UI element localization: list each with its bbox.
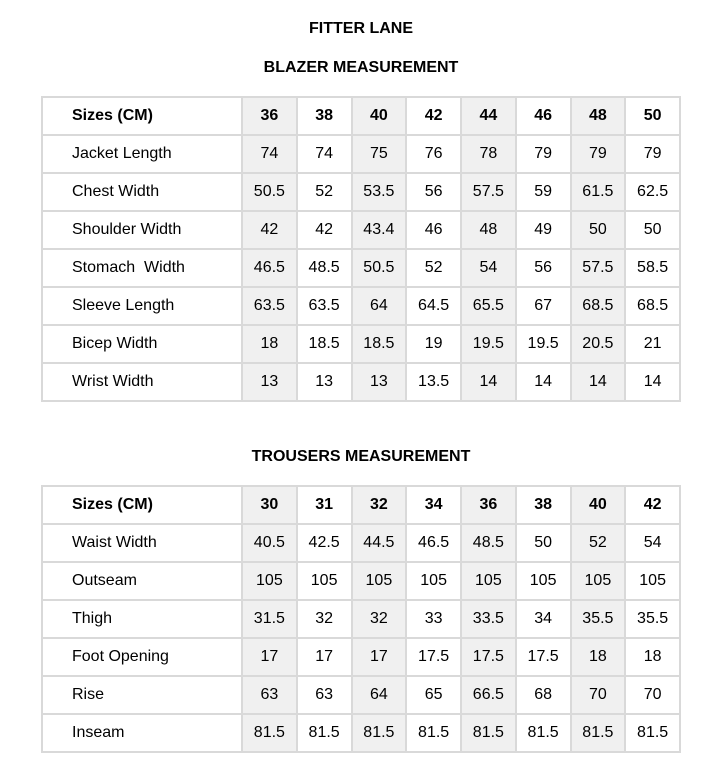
measurement-cell: 18 bbox=[242, 325, 297, 363]
measurement-cell: 35.5 bbox=[571, 600, 626, 638]
measurement-cell: 105 bbox=[461, 562, 516, 600]
measurement-cell: 50.5 bbox=[352, 249, 407, 287]
measurement-row bbox=[42, 287, 680, 325]
measurement-cell: 54 bbox=[461, 249, 516, 287]
measurement-cell: 70 bbox=[571, 676, 626, 714]
size-header-cell: 38 bbox=[516, 486, 571, 524]
measurement-cell: 49 bbox=[516, 211, 571, 249]
measurement-cell: 50 bbox=[625, 211, 680, 249]
measurement-cell: 17.5 bbox=[406, 638, 461, 676]
measurement-cell: 52 bbox=[571, 524, 626, 562]
measurement-row bbox=[42, 638, 680, 676]
row-label-cell: Inseam bbox=[42, 714, 242, 752]
measurement-cell: 42.5 bbox=[297, 524, 352, 562]
measurement-cell: 64.5 bbox=[406, 287, 461, 325]
row-label-cell: Thigh bbox=[42, 600, 242, 638]
measurement-row bbox=[42, 676, 680, 714]
row-label-cell: Bicep Width bbox=[42, 325, 242, 363]
measurement-cell: 19 bbox=[406, 325, 461, 363]
measurement-cell: 50 bbox=[571, 211, 626, 249]
measurement-cell: 59 bbox=[516, 173, 571, 211]
measurement-cell: 65 bbox=[406, 676, 461, 714]
measurement-cell: 78 bbox=[461, 135, 516, 173]
trousers-measurement-table bbox=[41, 485, 681, 753]
measurement-cell: 13 bbox=[297, 363, 352, 401]
measurement-cell: 43.4 bbox=[352, 211, 407, 249]
measurement-cell: 105 bbox=[516, 562, 571, 600]
size-header-cell: 34 bbox=[406, 486, 461, 524]
measurement-cell: 33.5 bbox=[461, 600, 516, 638]
measurement-cell: 76 bbox=[406, 135, 461, 173]
measurement-cell: 75 bbox=[352, 135, 407, 173]
row-label-cell: Wrist Width bbox=[42, 363, 242, 401]
size-header-cell: 42 bbox=[406, 97, 461, 135]
size-header-cell: 30 bbox=[242, 486, 297, 524]
measurement-cell: 79 bbox=[625, 135, 680, 173]
size-header-cell: 50 bbox=[625, 97, 680, 135]
size-header-cell: 48 bbox=[571, 97, 626, 135]
measurement-cell: 46 bbox=[406, 211, 461, 249]
measurement-cell: 57.5 bbox=[461, 173, 516, 211]
measurement-cell: 105 bbox=[406, 562, 461, 600]
measurement-cell: 14 bbox=[516, 363, 571, 401]
measurement-cell: 74 bbox=[297, 135, 352, 173]
measurement-cell: 68.5 bbox=[625, 287, 680, 325]
measurement-cell: 56 bbox=[516, 249, 571, 287]
row-label-cell: Shoulder Width bbox=[42, 211, 242, 249]
measurement-cell: 63.5 bbox=[242, 287, 297, 325]
row-label-cell: Outseam bbox=[42, 562, 242, 600]
measurement-cell: 42 bbox=[242, 211, 297, 249]
size-header-cell: 40 bbox=[352, 97, 407, 135]
trousers-table-title: TROUSERS MEASUREMENT bbox=[251, 448, 471, 465]
measurement-cell: 53.5 bbox=[352, 173, 407, 211]
measurement-cell: 105 bbox=[352, 562, 407, 600]
measurement-cell: 74 bbox=[242, 135, 297, 173]
measurement-cell: 13 bbox=[242, 363, 297, 401]
measurement-cell: 48 bbox=[461, 211, 516, 249]
measurement-cell: 32 bbox=[352, 600, 407, 638]
measurement-cell: 63 bbox=[297, 676, 352, 714]
measurement-cell: 56 bbox=[406, 173, 461, 211]
measurement-cell: 52 bbox=[406, 249, 461, 287]
measurement-cell: 46.5 bbox=[242, 249, 297, 287]
measurement-cell: 81.5 bbox=[516, 714, 571, 752]
measurement-cell: 81.5 bbox=[297, 714, 352, 752]
row-label-cell: Jacket Length bbox=[42, 135, 242, 173]
size-header-cell: 32 bbox=[352, 486, 407, 524]
measurement-cell: 64 bbox=[352, 287, 407, 325]
measurement-cell: 68 bbox=[516, 676, 571, 714]
page-title: FITTER LANE bbox=[309, 20, 413, 37]
measurement-row bbox=[42, 363, 680, 401]
measurement-cell: 34 bbox=[516, 600, 571, 638]
trousers-section bbox=[0, 447, 722, 753]
measurement-cell: 81.5 bbox=[352, 714, 407, 752]
measurement-cell: 66.5 bbox=[461, 676, 516, 714]
size-header-cell: 36 bbox=[461, 486, 516, 524]
measurement-cell: 63.5 bbox=[297, 287, 352, 325]
measurement-cell: 79 bbox=[571, 135, 626, 173]
measurement-cell: 50.5 bbox=[242, 173, 297, 211]
measurement-cell: 14 bbox=[461, 363, 516, 401]
blazer-table-title: BLAZER MEASUREMENT bbox=[263, 59, 459, 76]
blazer-measurement-table bbox=[41, 96, 681, 402]
measurement-row bbox=[42, 211, 680, 249]
measurement-cell: 63 bbox=[242, 676, 297, 714]
measurement-row bbox=[42, 600, 680, 638]
size-header-row bbox=[42, 97, 680, 135]
measurement-row bbox=[42, 714, 680, 752]
measurement-cell: 81.5 bbox=[571, 714, 626, 752]
measurement-cell: 65.5 bbox=[461, 287, 516, 325]
measurement-cell: 79 bbox=[516, 135, 571, 173]
measurement-cell: 81.5 bbox=[625, 714, 680, 752]
row-label-cell: Rise bbox=[42, 676, 242, 714]
measurement-cell: 50 bbox=[516, 524, 571, 562]
measurement-cell: 81.5 bbox=[406, 714, 461, 752]
measurement-cell: 20.5 bbox=[571, 325, 626, 363]
size-header-cell: 46 bbox=[516, 97, 571, 135]
measurement-cell: 44.5 bbox=[352, 524, 407, 562]
size-header-cell: 31 bbox=[297, 486, 352, 524]
measurement-cell: 105 bbox=[297, 562, 352, 600]
measurement-cell: 31.5 bbox=[242, 600, 297, 638]
measurement-cell: 32 bbox=[297, 600, 352, 638]
size-header-cell: 40 bbox=[571, 486, 626, 524]
measurement-cell: 70 bbox=[625, 676, 680, 714]
measurement-cell: 17 bbox=[297, 638, 352, 676]
measurement-cell: 35.5 bbox=[625, 600, 680, 638]
measurement-row bbox=[42, 249, 680, 287]
row-label-cell: Sleeve Length bbox=[42, 287, 242, 325]
measurement-cell: 54 bbox=[625, 524, 680, 562]
blazer-section bbox=[0, 58, 722, 402]
row-label-cell: Stomach Width bbox=[42, 249, 242, 287]
measurement-cell: 14 bbox=[625, 363, 680, 401]
measurement-cell: 64 bbox=[352, 676, 407, 714]
measurement-cell: 18 bbox=[571, 638, 626, 676]
measurement-cell: 105 bbox=[242, 562, 297, 600]
size-header-cell: 42 bbox=[625, 486, 680, 524]
size-header-cell: 36 bbox=[242, 97, 297, 135]
row-label-cell: Chest Width bbox=[42, 173, 242, 211]
size-header-cell: 38 bbox=[297, 97, 352, 135]
measurement-cell: 19.5 bbox=[516, 325, 571, 363]
measurement-row bbox=[42, 173, 680, 211]
measurement-cell: 42 bbox=[297, 211, 352, 249]
measurement-cell: 17.5 bbox=[516, 638, 571, 676]
measurement-cell: 33 bbox=[406, 600, 461, 638]
measurement-cell: 81.5 bbox=[242, 714, 297, 752]
measurement-cell: 17 bbox=[242, 638, 297, 676]
size-header-cell: 44 bbox=[461, 97, 516, 135]
measurement-cell: 46.5 bbox=[406, 524, 461, 562]
measurement-cell: 48.5 bbox=[297, 249, 352, 287]
measurement-cell: 21 bbox=[625, 325, 680, 363]
row-label-cell: Waist Width bbox=[42, 524, 242, 562]
sizes-label-cell: Sizes (CM) bbox=[42, 97, 242, 135]
measurement-cell: 17.5 bbox=[461, 638, 516, 676]
measurement-cell: 14 bbox=[571, 363, 626, 401]
measurement-cell: 105 bbox=[625, 562, 680, 600]
sizes-label-cell: Sizes (CM) bbox=[42, 486, 242, 524]
measurement-cell: 13.5 bbox=[406, 363, 461, 401]
measurement-cell: 68.5 bbox=[571, 287, 626, 325]
measurement-cell: 18 bbox=[625, 638, 680, 676]
row-label-cell: Foot Opening bbox=[42, 638, 242, 676]
measurement-cell: 61.5 bbox=[571, 173, 626, 211]
measurement-cell: 67 bbox=[516, 287, 571, 325]
size-header-row bbox=[42, 486, 680, 524]
measurement-cell: 19.5 bbox=[461, 325, 516, 363]
measurement-cell: 81.5 bbox=[461, 714, 516, 752]
measurement-cell: 57.5 bbox=[571, 249, 626, 287]
measurement-cell: 48.5 bbox=[461, 524, 516, 562]
measurement-cell: 40.5 bbox=[242, 524, 297, 562]
measurement-cell: 18.5 bbox=[352, 325, 407, 363]
measurement-cell: 13 bbox=[352, 363, 407, 401]
measurement-row bbox=[42, 135, 680, 173]
measurement-cell: 105 bbox=[571, 562, 626, 600]
measurement-cell: 17 bbox=[352, 638, 407, 676]
measurement-cell: 62.5 bbox=[625, 173, 680, 211]
measurement-row bbox=[42, 325, 680, 363]
measurement-row bbox=[42, 562, 680, 600]
measurement-row bbox=[42, 524, 680, 562]
measurement-cell: 58.5 bbox=[625, 249, 680, 287]
measurement-cell: 52 bbox=[297, 173, 352, 211]
measurement-cell: 18.5 bbox=[297, 325, 352, 363]
